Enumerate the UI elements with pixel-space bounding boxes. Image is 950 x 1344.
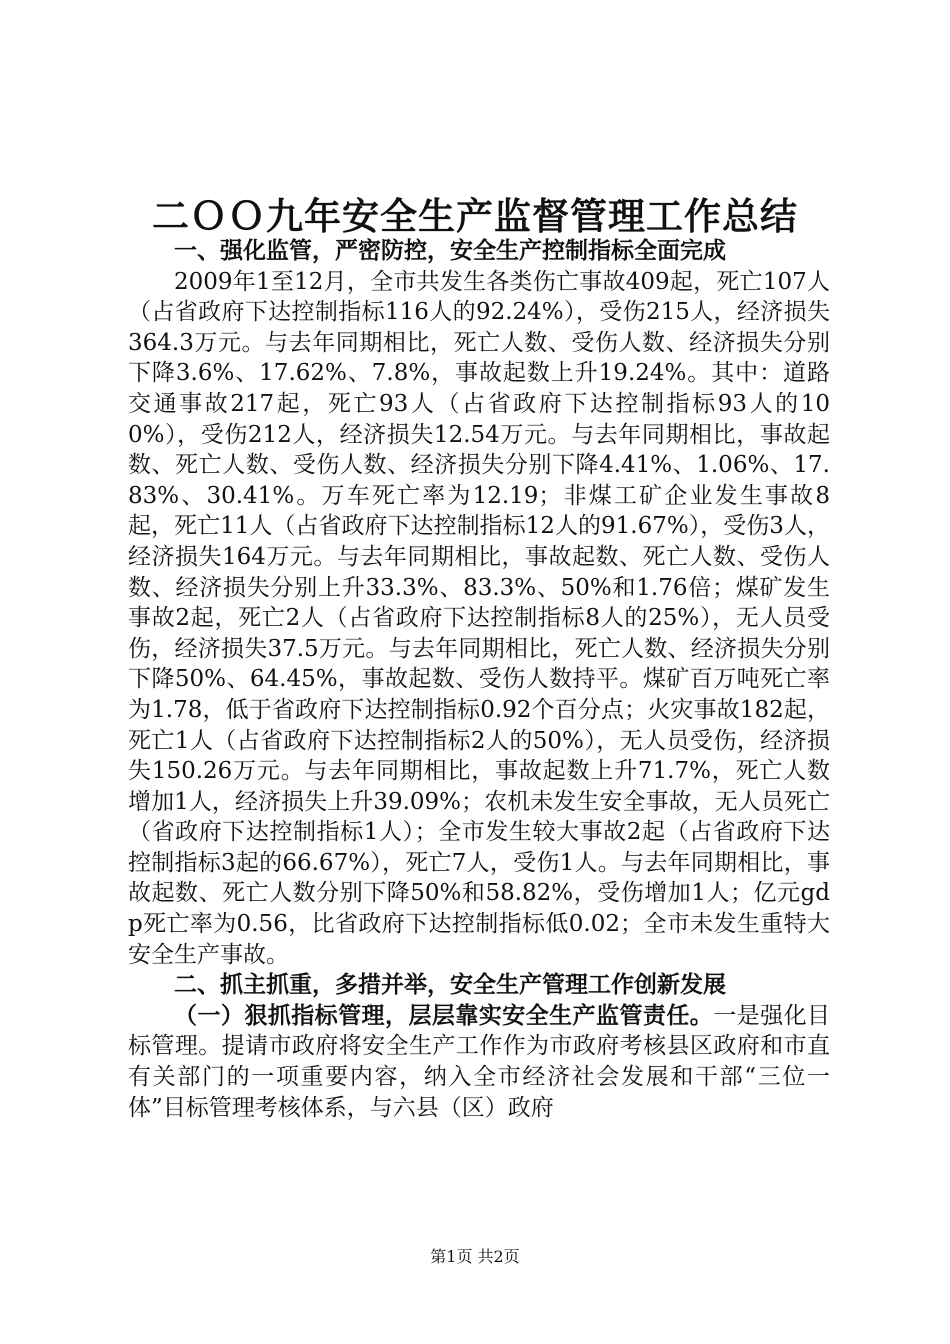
section-1-heading: 一、强化监管，严密防控，安全生产控制指标全面完成 — [174, 238, 726, 264]
section-2-heading: 二、抓主抓重，多措并举，安全生产管理工作创新发展 — [174, 972, 726, 999]
subsection-1-text: 一是强化目标管理。提请市政府将安全生产工作作为市政府考核县区政府和市直有关部门的一项重要内容，纳入全市经济社会发展和干部“三位一体”目标管理考核体系，与六县（区）政府 — [128, 1002, 831, 1121]
document-title: 二ＯＯ九年安全生产监督管理工作总结 — [152, 195, 798, 238]
page-number-footer: 第1页 共2页 — [430, 1247, 520, 1266]
subsection-1-paragraph — [128, 1001, 830, 1123]
section-1-paragraph: 2009年1至12月，全市共发生各类伤亡事故409起，死亡107人（占省政府下达控制指标116人的92.24%），受伤215人，经济损失364.3万元。与去年同期相比，死亡人数、受伤人数、经济损失分别下降3.6%、17.62%、7.8%，事故起数上升19.24%。其中：道路交通事故217起，死亡93人（占省政府下达控制指标93人的100%），受伤212人，经济损失12.54万元。与去年同期相比，事故起数、死亡人数、受伤人数、经济损失分别下降4.41%、1.06%、17.83%、30.41%。万车死亡率为12.19；非煤工矿企业发生事故8起，死亡11人（占省政府下达控制指标12人的91.67%），受伤3人，经济损失164万元。与去年同期相比，事故起数、死亡人数、受伤人数、经济损失分别上升33.3%、83.3%、50%和1.76倍；煤矿发生事故2起，死亡2人（占省政府下达控制指标8人的25%），无人员受伤，经济损失37.5万元。与去年同期相比，死亡人数、经济损失分别下降50%、64.45%，事故起数、受伤人数持平。煤矿百万吨死亡率为1.78，低于省政府下达控制指标0.92个百分点；火灾事故182起，死亡1人（占省政府下达控制指标2人的50%），无人员受伤，经济损失150.26万元。与去年同期相比，事故起数上升71.7%，死亡人数增加1人，经济损失上升39.09%；农机未发生安全事故，无人员死亡（省政府下达控制指标1人）；全市发生较大事故2起（占省政府下达控制指标3起的66.67%），死亡7人，受伤1人。与去年同期相比，事故起数、死亡人数分别下降50%和58.82%，受伤增加1人；亿元gdp死亡率为0.56，比省政府下达控制指标低0.02；全市未发生重特大安全生产事故。 — [128, 268, 830, 968]
subsection-1-heading: （一）狠抓指标管理，层层靠实安全生产监管责任。 — [174, 1002, 714, 1029]
document-body — [128, 236, 830, 1123]
